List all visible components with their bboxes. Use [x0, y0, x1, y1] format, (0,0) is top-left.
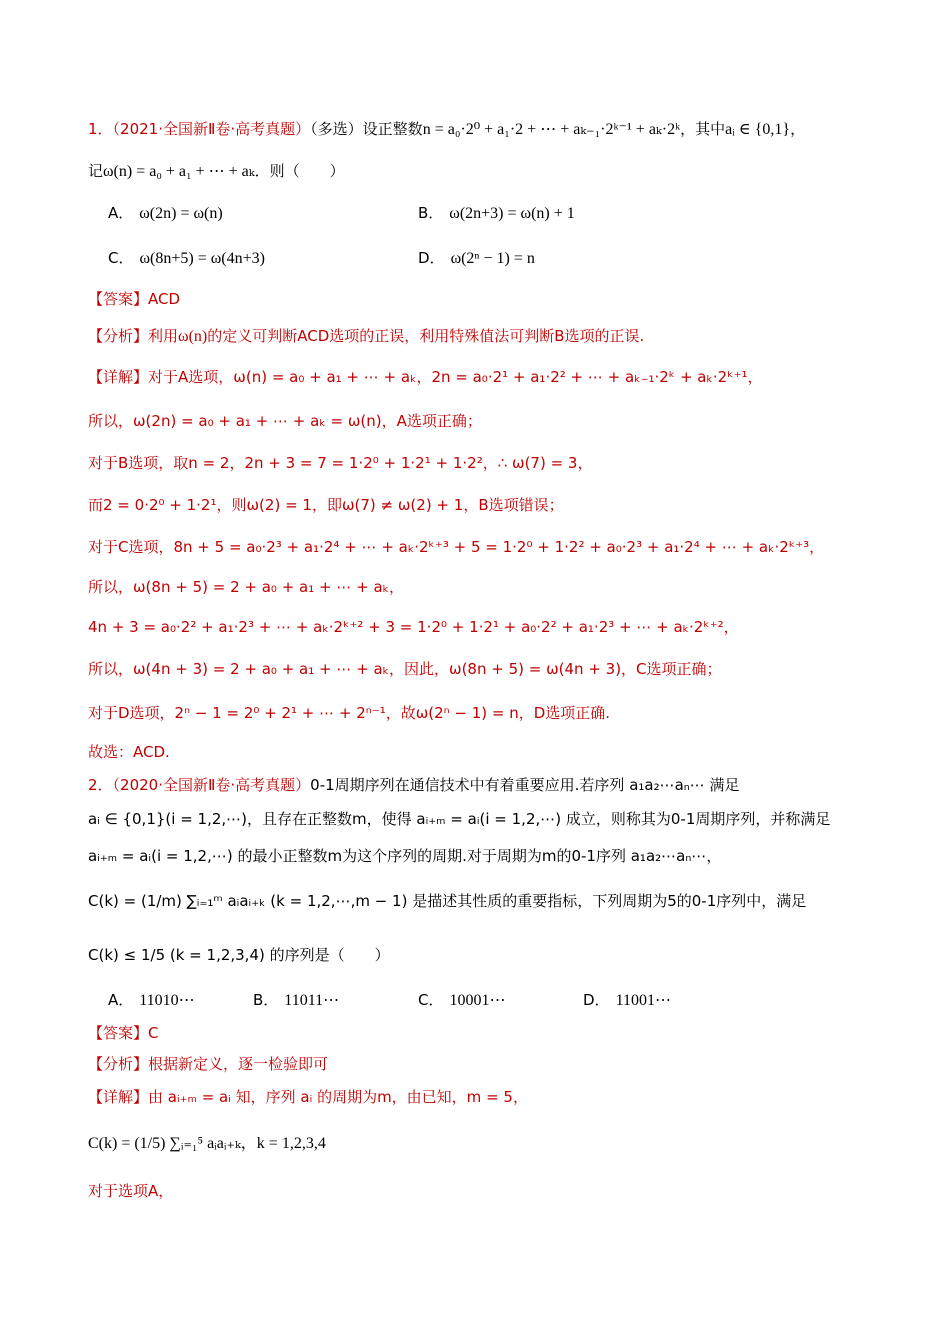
q2-option-c: C． 10001⋯ — [418, 991, 506, 1009]
q1-stem-line1 — [88, 118, 805, 141]
q2-source: （2020·全国新Ⅱ卷·高考真题） — [112, 776, 311, 794]
q1-detail-line-8: 所以，ω(4n + 3) = 2 + a₀ + a₁ + ⋯ + aₖ，因此，ω(8n + 5) = ω(4n + 3)，C选项正确； — [88, 660, 722, 678]
q1-stem-cond: aᵢ ∈ {0,1} — [725, 121, 791, 138]
q1-detail-line-3: 对于B选项，取n = 2，2n + 3 = 7 = 1·2⁰ + 1·2¹ + 1·2²，∴ ω(7) = 3， — [88, 454, 593, 472]
q1-stem-line2 — [88, 160, 345, 183]
q2-number: 2． — [88, 776, 113, 794]
q1-answer: 【答案】ACD — [88, 290, 181, 308]
q1-detail-line-4: 而2 = 0·2⁰ + 1·2¹，则ω(2) = 1，即ω(7) ≠ ω(2) + 1，B选项错误； — [88, 496, 564, 514]
q1-option-a: A． ω(2n) = ω(n) — [108, 204, 223, 222]
q1-number: 1． — [88, 120, 113, 138]
q1-detail-line-5: 对于C选项，8n + 5 = a₀·2³ + a₁·2⁴ + ⋯ + aₖ·2ᵏ⁺³ + 5 = 1·2⁰ + 1·2² + a₀·2³ + a₁·2⁴ + ⋯ + aₖ·2ᵏ⁺³， — [88, 538, 825, 556]
q1-analysis: 【分析】利用ω(n)的定义可判断ACD选项的正误，利用特殊值法可判断B选项的正误. — [88, 327, 645, 345]
q1-detail-line-1: 【详解】对于A选项，ω(n) = a₀ + a₁ + ⋯ + aₖ，2n = a₀·2¹ + a₁·2² + ⋯ + aₖ₋₁·2ᵏ + aₖ·2ᵏ⁺¹， — [88, 368, 763, 386]
q2-answer: 【答案】C — [88, 1024, 159, 1042]
q1-conclusion: 故选：ACD. — [88, 743, 170, 761]
q1-line2-pre: 记 — [88, 162, 104, 180]
q1-detail-line-6: 所以，ω(8n + 5) = 2 + a₀ + a₁ + ⋯ + aₖ， — [88, 578, 405, 596]
q2-stem-line3: aᵢ₊ₘ = aᵢ(i = 1,2,⋯) 的最小正整数m为这个序列的周期.对于周期为m的0-1序列 a₁a₂⋯aₙ⋯， — [88, 847, 722, 865]
q2-stem-line5: C(k) ≤ 1/5 (k = 1,2,3,4) 的序列是（ ） — [88, 946, 390, 964]
q1-type: （多选） — [310, 120, 363, 138]
q1-stem-formula: n = a₀·2⁰ + a₁·2 + ⋯ + aₖ₋₁·2ᵏ⁻¹ + aₖ·2ᵏ — [422, 121, 681, 138]
q1-line2-end: ．则（ ） — [254, 162, 345, 180]
q1-option-c: C． ω(8n+5) = ω(4n+3) — [108, 249, 265, 267]
q1-source: （2021·全国新Ⅱ卷·高考真题） — [112, 120, 311, 138]
q1-stem-mid: ，其中 — [680, 120, 726, 138]
q2-stem-line4: C(k) = (1/m) ∑ᵢ₌₁ᵐ aᵢaᵢ₊ₖ (k = 1,2,⋯,m − 1) 是描述其性质的重要指标，下列周期为5的0-1序列中，满足 — [88, 892, 807, 910]
q2-stem-1: 0-1周期序列在通信技术中有着重要应用.若序列 a₁a₂⋯aₙ⋯ 满足 — [310, 776, 740, 794]
q2-option-b: B． 11011⋯ — [253, 991, 340, 1009]
q1-line2-formula: ω(n) = a₀ + a₁ + ⋯ + aₖ — [103, 163, 255, 180]
q2-detail-line-1: 【详解】由 aᵢ₊ₘ = aᵢ 知，序列 aᵢ 的周期为m，由已知，m = 5， — [88, 1088, 528, 1106]
q2-detail-last: 对于选项A， — [88, 1182, 174, 1200]
q2-option-a: A． 11010⋯ — [108, 991, 195, 1009]
q2-option-d: D． 11001⋯ — [583, 991, 671, 1009]
q1-option-d: D． ω(2ⁿ − 1) = n — [418, 249, 535, 267]
q1-stem-pre: 设正整数 — [362, 120, 423, 138]
q2-analysis: 【分析】根据新定义，逐一检验即可 — [88, 1055, 329, 1073]
q2-stem-line1 — [88, 774, 740, 796]
q1-stem-end: ， — [790, 120, 806, 138]
q2-detail-formula: C(k) = (1/5) ∑ᵢ₌₁⁵ aᵢaᵢ₊ₖ，k = 1,2,3,4 — [88, 1135, 326, 1152]
q1-detail-line-7: 4n + 3 = a₀·2² + a₁·2³ + ⋯ + aₖ·2ᵏ⁺² + 3 = 1·2⁰ + 1·2¹ + a₀·2² + a₁·2³ + ⋯ + aₖ·2ᵏ⁺²， — [88, 618, 739, 636]
q2-stem-line2: aᵢ ∈ {0,1}(i = 1,2,⋯)，且存在正整数m，使得 aᵢ₊ₘ = aᵢ(i = 1,2,⋯) 成立，则称其为0-1周期序列，并称满足 — [88, 810, 831, 828]
q1-detail-line-2: 所以，ω(2n) = a₀ + a₁ + ⋯ + aₖ = ω(n)，A选项正确； — [88, 412, 482, 430]
q1-detail-line-9: 对于D选项，2ⁿ − 1 = 2⁰ + 2¹ + ⋯ + 2ⁿ⁻¹，故ω(2ⁿ − 1) = n，D选项正确. — [88, 704, 611, 722]
q1-option-b: B． ω(2n+3) = ω(n) + 1 — [418, 204, 575, 222]
